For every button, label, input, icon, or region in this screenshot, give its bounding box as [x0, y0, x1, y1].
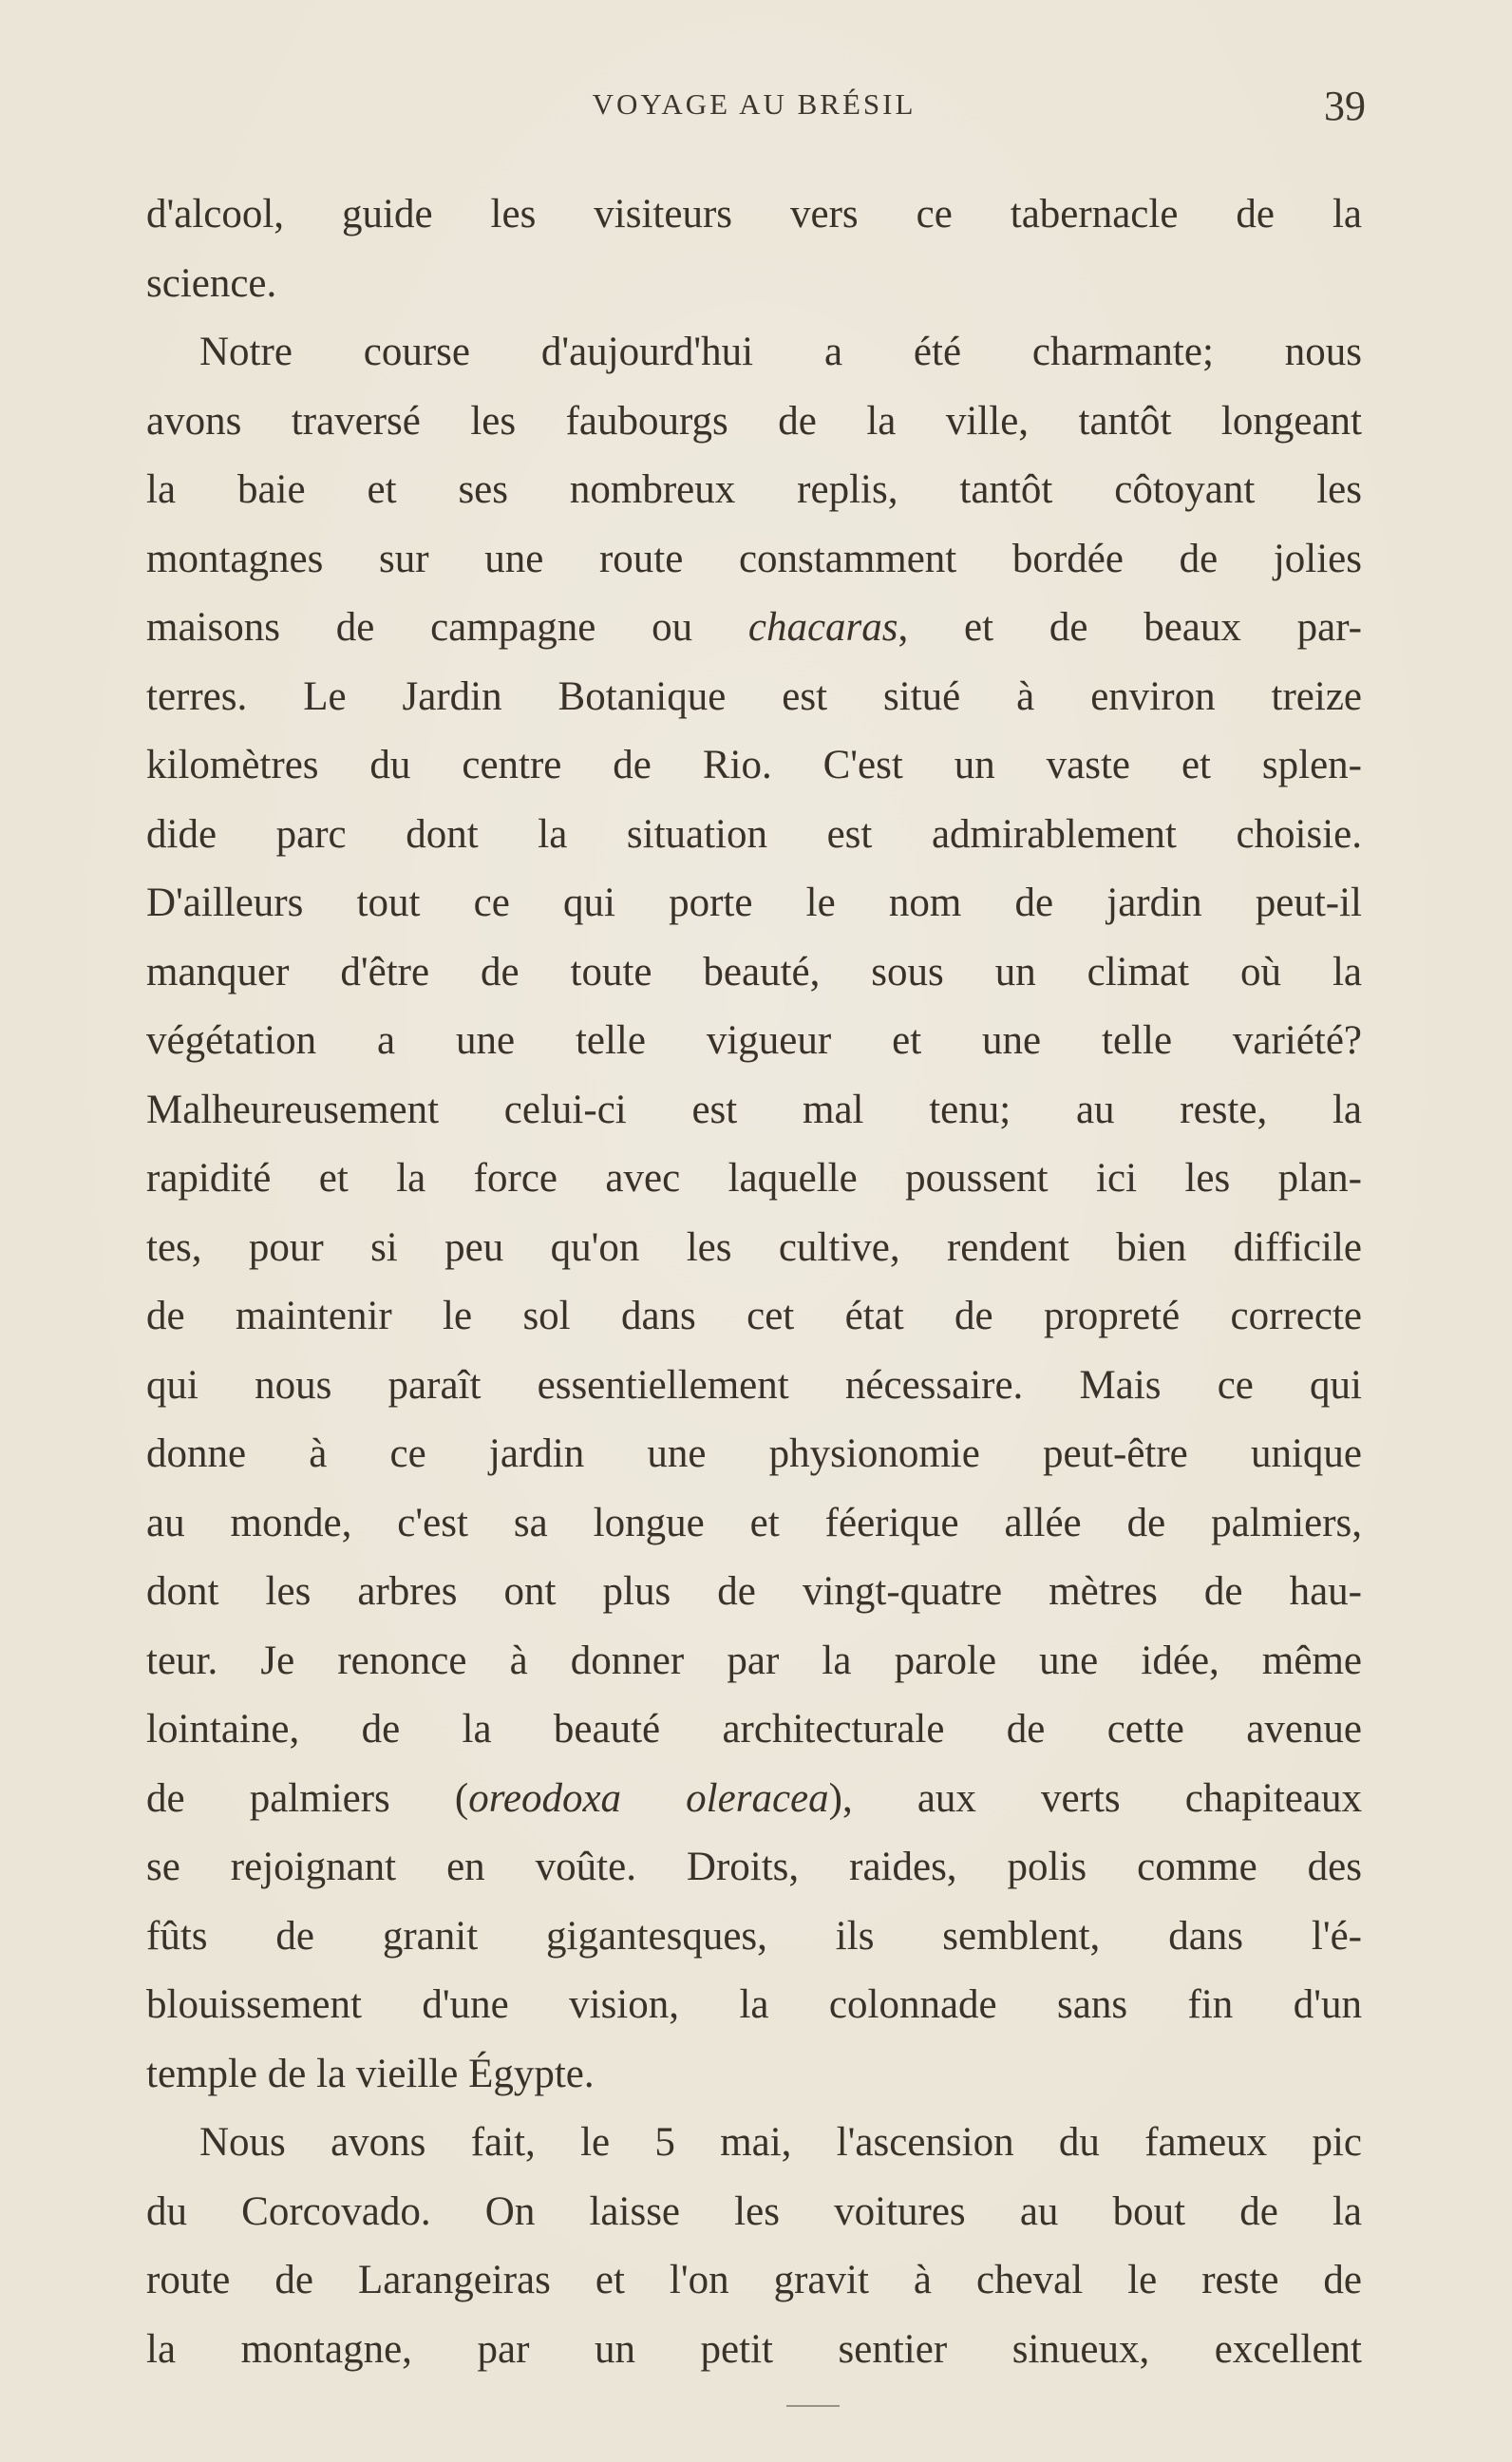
italic-term: oreodoxa oleracea	[468, 1775, 829, 1821]
text-span: la montagne, par un petit sentier sinueux, excellent	[146, 2326, 1362, 2372]
text-span: dide parc dont la situation est admirablement choisie.	[146, 811, 1362, 857]
running-title: VOYAGE AU BRÉSIL	[592, 87, 917, 121]
text-line	[146, 938, 1362, 1008]
text-span: , et de beaux par-	[898, 605, 1362, 650]
text-span: science.	[146, 260, 277, 306]
text-line	[146, 1695, 1362, 1765]
text-span: teur. Je renonce à donner par la parole une idée, même	[146, 1638, 1362, 1683]
text-line	[146, 1833, 1362, 1903]
text-line	[146, 731, 1362, 801]
text-span: Nous avons fait, le 5 mai, l'ascension du fameux pic	[199, 2120, 1362, 2165]
text-span: D'ailleurs tout ce qui porte le nom de jardin peut-il	[146, 881, 1362, 925]
text-span: rapidité et la force avec laquelle poussent ici les plan-	[146, 1156, 1362, 1201]
text-line	[146, 1420, 1362, 1489]
text-span: temple de la vieille Égypte.	[146, 2051, 595, 2096]
text-line	[146, 801, 1362, 870]
text-span: kilomètres du centre de Rio. C'est un vaste et splen-	[146, 743, 1362, 787]
text-line	[146, 1352, 1362, 1421]
text-span: terres. Le Jardin Botanique est situé à environ treize	[146, 673, 1362, 719]
text-line	[146, 180, 1362, 250]
body-text	[146, 180, 1362, 2384]
text-span: donne à ce jardin une physionomie peut-être unique	[146, 1431, 1362, 1476]
text-line	[146, 1145, 1362, 1214]
text-line	[146, 2040, 1362, 2110]
text-line	[146, 388, 1362, 457]
text-span: manquer d'être de toute beauté, sous un climat où la	[146, 949, 1362, 994]
text-line	[146, 1627, 1362, 1696]
text-line	[146, 2178, 1362, 2247]
text-line	[146, 2246, 1362, 2316]
running-head	[142, 83, 1366, 135]
text-span: qui nous paraît essentiellement nécessaire. Mais ce qui	[146, 1362, 1362, 1408]
text-line	[146, 1971, 1362, 2040]
text-span: Malheureusement celui-ci est mal tenu; au reste, la	[146, 1087, 1362, 1132]
text-span: maisons de campagne ou	[146, 605, 748, 650]
text-line	[146, 1489, 1362, 1559]
text-span: dont les arbres ont plus de vingt-quatre mètres de hau-	[146, 1569, 1362, 1614]
text-line	[146, 2109, 1362, 2178]
text-span: fûts de granit gigantesques, ils semblent, dans l'é-	[146, 1913, 1362, 1959]
text-line	[146, 594, 1362, 663]
text-span: la baie et ses nombreux replis, tantôt côtoyant les	[146, 467, 1362, 512]
text-line	[146, 1903, 1362, 1972]
text-span: du Corcovado. On laisse les voitures au bout de la	[146, 2188, 1362, 2234]
text-line	[146, 1558, 1362, 1627]
text-line	[146, 250, 1362, 319]
text-line	[146, 1214, 1362, 1283]
text-line	[146, 869, 1362, 938]
text-span: lointaine, de la beauté architecturale de cette avenue	[146, 1707, 1362, 1752]
text-line	[146, 318, 1362, 388]
text-span: au monde, c'est sa longue et féerique allée de palmiers,	[146, 1500, 1362, 1545]
text-line	[146, 1007, 1362, 1076]
text-span: tes, pour si peu qu'on les cultive, rendent bien difficile	[146, 1224, 1362, 1270]
text-line	[146, 2316, 1362, 2385]
text-span: blouissement d'une vision, la colonnade sans fin d'un	[146, 1982, 1362, 2027]
text-line	[146, 1282, 1362, 1352]
text-line	[146, 1076, 1362, 1146]
text-span: montagnes sur une route constamment bordée de jolies	[146, 536, 1362, 581]
text-span: route de Larangeiras et l'on gravit à cheval le reste de	[146, 2258, 1362, 2302]
text-line	[146, 456, 1362, 525]
text-line	[146, 1765, 1362, 1834]
text-line	[146, 525, 1362, 595]
page-number: 39	[1324, 83, 1366, 129]
text-line	[146, 663, 1362, 732]
text-span: se rejoignant en voûte. Droits, raides, polis comme des	[146, 1845, 1362, 1889]
text-span: de maintenir le sol dans cet état de propreté correcte	[146, 1294, 1362, 1338]
italic-term: chacaras	[747, 605, 898, 650]
text-span: de palmiers (	[146, 1775, 469, 1821]
text-span: avons traversé les faubourgs de la ville, tantôt longeant	[146, 398, 1362, 444]
text-span: végétation a une telle vigueur et une telle variété?	[146, 1018, 1362, 1063]
text-span: ), aux verts chapiteaux	[828, 1775, 1362, 1821]
footer-rule	[786, 2405, 840, 2407]
text-span: d'alcool, guide les visiteurs vers ce tabernacle de la	[146, 192, 1362, 237]
text-span: Notre course d'aujourd'hui a été charmante; nous	[199, 330, 1362, 374]
